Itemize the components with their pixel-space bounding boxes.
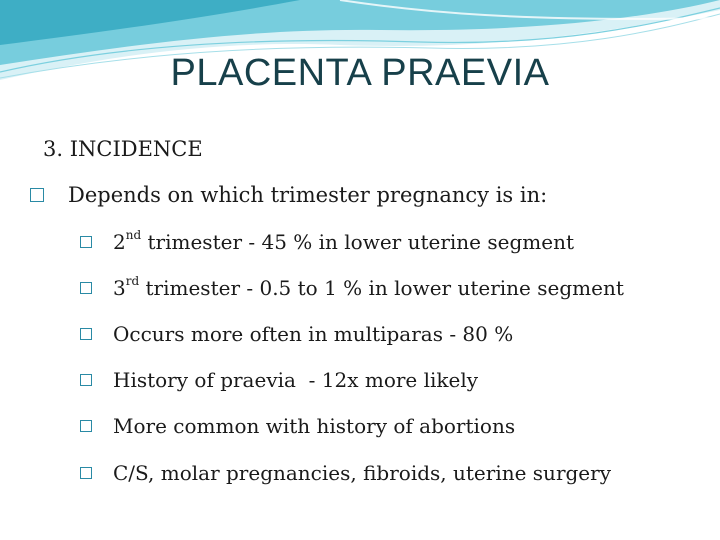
square-bullet-icon <box>80 282 92 294</box>
ordinal-number: 2 <box>113 230 126 254</box>
sub-bullet <box>80 276 624 300</box>
section-heading: 3. INCIDENCE <box>43 137 203 161</box>
sub-bullet-text: More common with history of abortions <box>113 414 516 438</box>
ordinal-number: 3 <box>113 276 126 300</box>
main-bullet <box>30 183 547 207</box>
ordinal-suffix: nd <box>125 228 142 243</box>
square-bullet-icon <box>80 420 92 432</box>
square-bullet-icon <box>80 467 92 479</box>
sub-bullet-text <box>113 276 624 300</box>
sub-bullet <box>80 368 478 392</box>
square-bullet-icon <box>80 236 92 248</box>
sub-bullet <box>80 230 574 254</box>
bullet-text: trimester - 45 % in lower uterine segment <box>141 230 574 254</box>
main-bullet-text: Depends on which trimester pregnancy is in: <box>68 183 548 207</box>
sub-bullet-text: C/S, molar pregnancies, fibroids, uterine surgery <box>113 461 611 485</box>
sub-bullet-text <box>113 230 574 254</box>
sub-bullet <box>80 414 515 438</box>
square-bullet-icon <box>80 374 92 386</box>
slide-title: PLACENTA PRAEVIA <box>170 52 550 94</box>
sub-bullet <box>80 322 513 346</box>
ordinal-suffix: rd <box>125 274 140 289</box>
sub-bullet-text: History of praevia - 12x more likely <box>113 368 479 392</box>
bullet-text: trimester - 0.5 to 1 % in lower uterine segment <box>139 276 624 300</box>
sub-bullet <box>80 461 611 485</box>
square-bullet-icon <box>80 328 92 340</box>
square-bullet-icon <box>30 188 44 202</box>
sub-bullet-text: Occurs more often in multiparas - 80 % <box>113 322 514 346</box>
